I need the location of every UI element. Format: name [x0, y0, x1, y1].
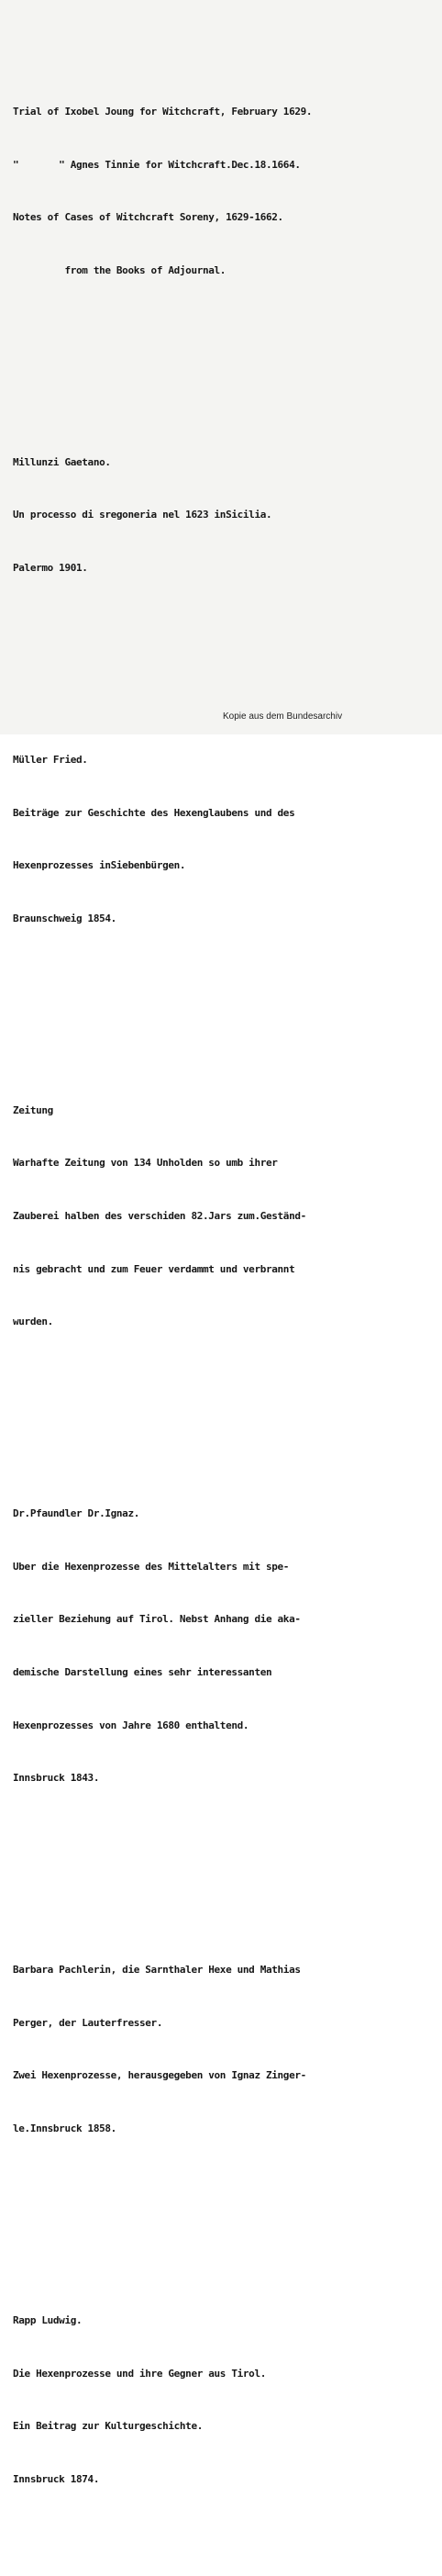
header-line: from the Books of Adjournal. [13, 263, 227, 276]
entry-line: Ein Beitrag zur Kulturgeschichte. [13, 2420, 203, 2433]
archive-footer-note: Kopie aus dem Bundesarchiv [223, 711, 343, 722]
entry-zeitung [13, 1066, 436, 1365]
typewritten-sheet [13, 15, 436, 2576]
entry-pachlerin [13, 1926, 436, 2173]
entry-line: Hexenprozesses von Jahre 1680 enthaltend. [13, 1719, 249, 1731]
entry-line: Beiträge zur Geschichte des Hexenglaubens und des [13, 806, 295, 819]
entry-line: nis gebracht und zum Feuer verdammt und verbrannt [13, 1262, 295, 1275]
entry-author: Rapp Ludwig. [13, 2313, 83, 2326]
entry-line: Innsbruck 1843. [13, 1772, 100, 1785]
entry-author: Barbara Pachlerin, die Sarnthaler Hexe und Mathias [13, 1964, 301, 1977]
header-block [13, 68, 436, 315]
header-line: Trial of Ixobel Joung for Witchcraft, February 1629. [13, 106, 313, 118]
entry-author: Zeitung [13, 1103, 53, 1116]
header-line: " " Agnes Tinnie for Witchcraft.Dec.18.1664. [13, 158, 301, 171]
entry-rapp [13, 2277, 436, 2524]
spacer [13, 647, 436, 663]
spacer [13, 1401, 436, 1417]
spacer [13, 998, 436, 1014]
entry-millunzi [13, 418, 436, 611]
entry-line: Braunschweig 1854. [13, 912, 116, 924]
entry-line: zieller Beziehung auf Tirol. Nebst Anhang die aka- [13, 1613, 301, 1626]
spacer [13, 350, 436, 365]
header-line: Notes of Cases of Witchcraft Soreny, 1629-1662. [13, 211, 283, 224]
entry-author: Millunzi Gaetano. [13, 455, 111, 468]
entry-line: Uber die Hexenprozesse des Mittelalters mit spe- [13, 1560, 290, 1573]
entry-pfaundler [13, 1470, 436, 1822]
entry-line: demische Darstellung eines sehr interessanten [13, 1665, 272, 1678]
entry-mueller [13, 716, 436, 963]
entry-line: Innsbruck 1874. [13, 2472, 100, 2485]
entry-line: Hexenprozesses inSiebenbürgen. [13, 859, 186, 872]
entry-line: Die Hexenprozesse und ihre Gegner aus Tirol. [13, 2367, 266, 2380]
spacer [13, 1857, 436, 1873]
entry-author: Müller Fried. [13, 754, 88, 767]
spacer [13, 2208, 436, 2223]
entry-line: Palermo 1901. [13, 562, 88, 574]
entry-line: Zwei Hexenprozesse, herausgegeben von Ignaz Zinger- [13, 2069, 306, 2082]
entry-line: Zauberei halben des verschiden 82.Jars zum.Geständ- [13, 1210, 306, 1222]
entry-line: le.Innsbruck 1858. [13, 2122, 116, 2134]
entry-author: Dr.Pfaundler Dr.Ignaz. [13, 1507, 139, 1520]
entry-line: Warhafte Zeitung von 134 Unholden so umb ihrer [13, 1157, 278, 1170]
entry-line: wurden. [13, 1316, 53, 1328]
entry-line: Perger, der Lauterfresser. [13, 2016, 163, 2029]
entry-line: Un processo di sregoneria nel 1623 inSicilia. [13, 509, 272, 521]
